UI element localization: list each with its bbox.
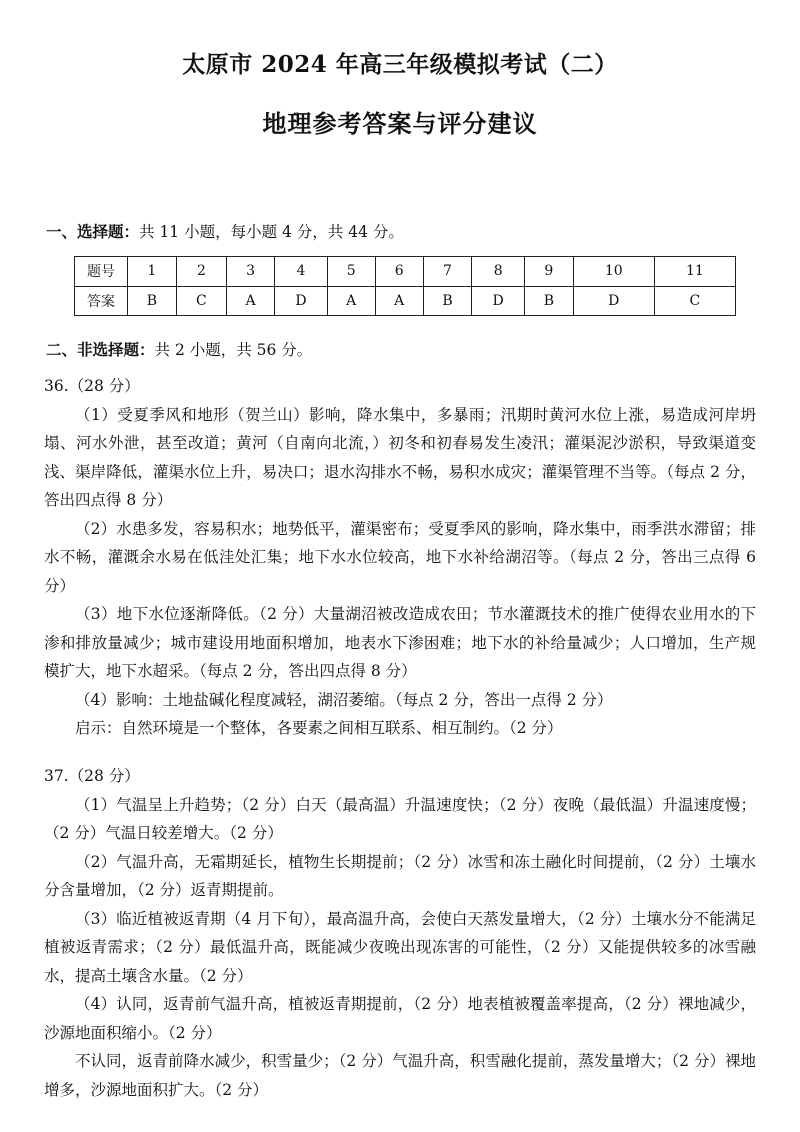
answer-paragraph: （3）地下水位逐渐降低。（2 分）大量湖沼被改造成农田；节水灌溉技术的推广使得农业用水的下渗和排放量减少；城市建设用地面积增加，地表水下渗困难；地下水的补给量减少；人口增加，生产规模扩大，地下水超采。（每点 2 分，答出四点得 8 分） (44, 605, 756, 680)
table-cell: A (327, 286, 375, 316)
answer-paragraph: （3）临近植被返青期（4 月下旬），最高温升高，会使白天蒸发量增大，（2 分）土壤水分不能满足植被返青需求；（2 分）最低温升高，既能减少夜晚出现冻害的可能性，（2 分）又能提供较多的冰雪融水，提高土壤含水量。（2 分） (44, 909, 756, 985)
table-cell: 7 (423, 257, 472, 287)
row-label: 题号 (75, 257, 128, 287)
answer-paragraph: （2）气温升高，无霜期延长，植物生长期提前；（2 分）冰雪和冻土融化时间提前，（2 分）土壤水分含量增加，（2 分）返青期提前。 (44, 852, 756, 899)
section-free-response-heading (46, 338, 312, 360)
section-label: 一、选择题： (46, 222, 140, 241)
answer-paragraph: （1）气温呈上升趋势；（2 分）白天（最高温）升温速度快；（2 分）夜晚（最低温）升温速度慢；（2 分）气温日较差增大。（2 分） (44, 795, 756, 842)
table-cell: B (525, 286, 574, 316)
answer-paragraph: （4）影响：土地盐碱化程度减轻，湖沼萎缩。（每点 2 分，答出一点得 2 分） (75, 690, 613, 709)
table-cell: 1 (128, 257, 177, 287)
table-cell: 8 (472, 257, 525, 287)
table-row-answers (75, 286, 736, 316)
section-multiple-choice-heading (46, 220, 404, 242)
document-subtitle: 地理参考答案与评分建议 (262, 109, 538, 138)
table-cell: C (654, 286, 735, 316)
question-number: 37.（28 分） (44, 767, 140, 785)
table-cell: 2 (176, 257, 226, 287)
table-cell: A (375, 286, 423, 316)
section-description: 共 11 小题，每小题 4 分，共 44 分。 (139, 223, 404, 241)
table-cell: D (275, 286, 328, 316)
answer-table (74, 256, 736, 316)
table-cell: D (472, 286, 525, 316)
table-cell: C (176, 286, 226, 316)
answer-paragraph: 启示：自然环境是一个整体，各要素之间相互联系、相互制约。（2 分） (75, 719, 563, 737)
table-cell: A (227, 286, 275, 316)
document-title: 太原市 2024 年高三年级模拟考试（二） (182, 51, 618, 78)
table-cell: D (573, 286, 654, 316)
question-36 (44, 372, 756, 743)
answer-paragraph: （1）受夏季风和地形（贺兰山）影响，降水集中，多暴雨；汛期时黄河水位上涨，易造成河岸坍塌、河水外泄，甚至改道；黄河（自南向北流，）初冬和初春易发生凌汛；灌渠泥沙淤积，导致渠道变浅、渠岸降低，灌渠水位上升，易决口；退水沟排水不畅，易积水成灾；灌渠管理不当等。（每点 2 分，答出四点得 8 分） (44, 405, 756, 509)
section-label: 二、非选择题： (46, 340, 155, 359)
table-cell: 4 (275, 257, 328, 287)
table-cell: 10 (573, 257, 654, 287)
section-description: 共 2 小题，共 56 分。 (154, 341, 313, 359)
answer-paragraph: 不认同，返青前降水减少，积雪量少；（2 分）气温升高，积雪融化提前，蒸发量增大；（2 分）裸地增多，沙源地面积扩大。（2 分） (44, 1052, 756, 1099)
table-cell: 6 (375, 257, 423, 287)
table-row-numbers (75, 257, 736, 287)
table-cell: B (128, 286, 177, 316)
answer-paragraph: （2）水患多发，容易积水；地势低平，灌渠密布；受夏季风的影响，降水集中，雨季洪水滞留；排水不畅，灌溉余水易在低洼处汇集；地下水水位较高，地下水补给湖沼等。（每点 2 分，答出三点得 6 分） (44, 519, 756, 595)
answer-paragraph: （4）认同，返青前气温升高，植被返青期提前，（2 分）地表植被覆盖率提高，（2 分）裸地减少，沙源地面积缩小。（2 分） (44, 995, 756, 1042)
table-cell: 3 (227, 257, 275, 287)
table-cell: 9 (525, 257, 574, 287)
table-cell: 5 (327, 257, 375, 287)
row-label: 答案 (75, 286, 128, 316)
question-37 (44, 762, 756, 1104)
table-cell: B (423, 286, 472, 316)
table-cell: 11 (654, 257, 735, 287)
question-number: 36.（28 分） (44, 377, 140, 395)
